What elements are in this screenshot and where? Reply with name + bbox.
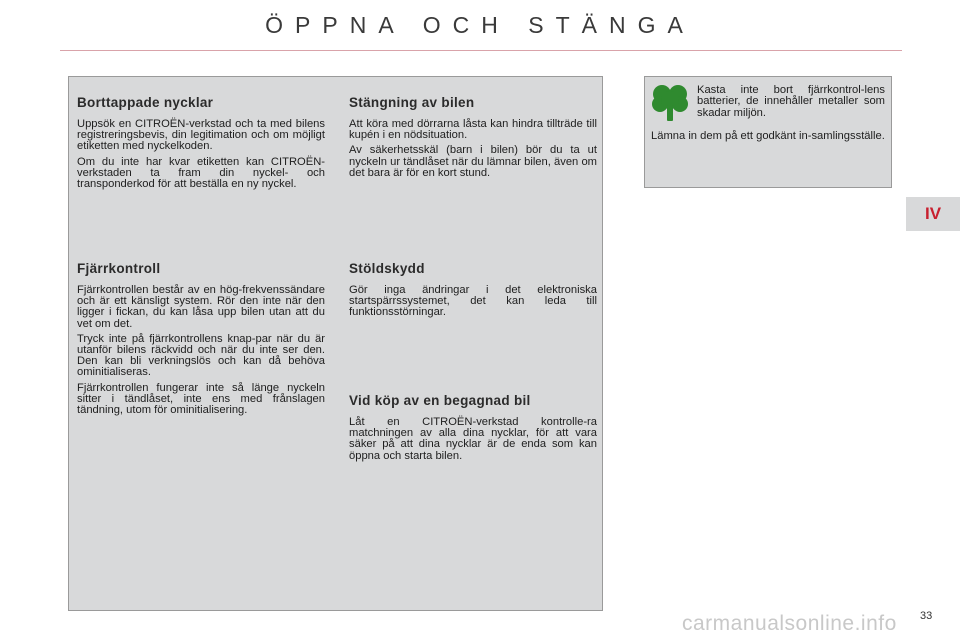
lost-keys-paragraph: Om du inte har kvar etiketten kan CITROËN-verkstaden ta fram din nyckel- och transponderkod för att beställa en ny nyckel. [77, 155, 325, 191]
remote-control-paragraph: Fjärrkontrollen fungerar inte så länge nyckeln sitter i tändlåset, inte ens med frånslagen tändning, utom för ominitialisering. [77, 381, 325, 417]
page-title: ÖPPNA OCH STÄNGA [265, 12, 695, 38]
eco-note-text: Lämna in dem på ett godkänt in-samlingsställe. [651, 130, 885, 142]
remote-control-paragraph: Tryck inte på fjärrkontrollens knap-par när du är utanför bilens räckvidd och när du inte ser den. Den kan bli verkningslös och kan då behöva ominitialiseras. [77, 332, 325, 379]
anti-theft-heading: Stöldskydd [349, 261, 425, 276]
locking-paragraph: Av säkerhetsskäl (barn i bilen) bör du ta ut nyckeln ur tändlåset när du lämnar bilen, även om det bara är för en kort stund. [349, 144, 597, 179]
used-car-section [349, 393, 597, 466]
lost-keys-section [77, 95, 325, 194]
locking-section [349, 95, 597, 183]
anti-theft-section [349, 261, 597, 323]
title-divider [60, 50, 902, 51]
main-info-box [68, 76, 603, 611]
locking-paragraph: Att köra med dörrarna låsta kan hindra tillträde till kupén i en nödsituation. [349, 118, 597, 142]
used-car-heading: Vid köp av en begagnad bil [349, 393, 531, 408]
remote-control-heading: Fjärrkontroll [77, 261, 161, 276]
lost-keys-paragraph: Uppsök en CITROËN-verkstad och ta med bilens registreringsbevis, din legitimation och om möjligt etiketten med nyckelkoden. [77, 118, 325, 153]
remote-control-section [77, 261, 325, 420]
remote-control-paragraph: Fjärrkontrollen består av en hög-frekvenssändare och är ett känsligt system. Rör den inte när den ligger i fickan, du kan låsa upp bilen utan att du vet om det. [77, 284, 325, 330]
anti-theft-paragraph: Gör inga ändringar i det elektroniska startspärrssystemet, det kan leda till funktionsstörningar. [349, 284, 597, 319]
watermark: carmanualsonline.info [682, 612, 897, 635]
chapter-tab: IV [906, 197, 960, 231]
tree-icon [651, 83, 689, 123]
locking-heading: Stängning av bilen [349, 95, 475, 110]
used-car-paragraph: Låt en CITROËN-verkstad kontrolle-ra matchningen av alla dina nycklar, för att vara säker på att dina nycklar är de enda som kan öppna och starta bilen. [349, 416, 597, 462]
page-number: 33 [920, 610, 933, 622]
lost-keys-heading: Borttappade nycklar [77, 95, 214, 110]
eco-note-text: Kasta inte bort fjärrkontrol-lens batterier, de innehåller metaller som skadar miljön. [697, 84, 885, 119]
environment-note-box [644, 76, 892, 188]
